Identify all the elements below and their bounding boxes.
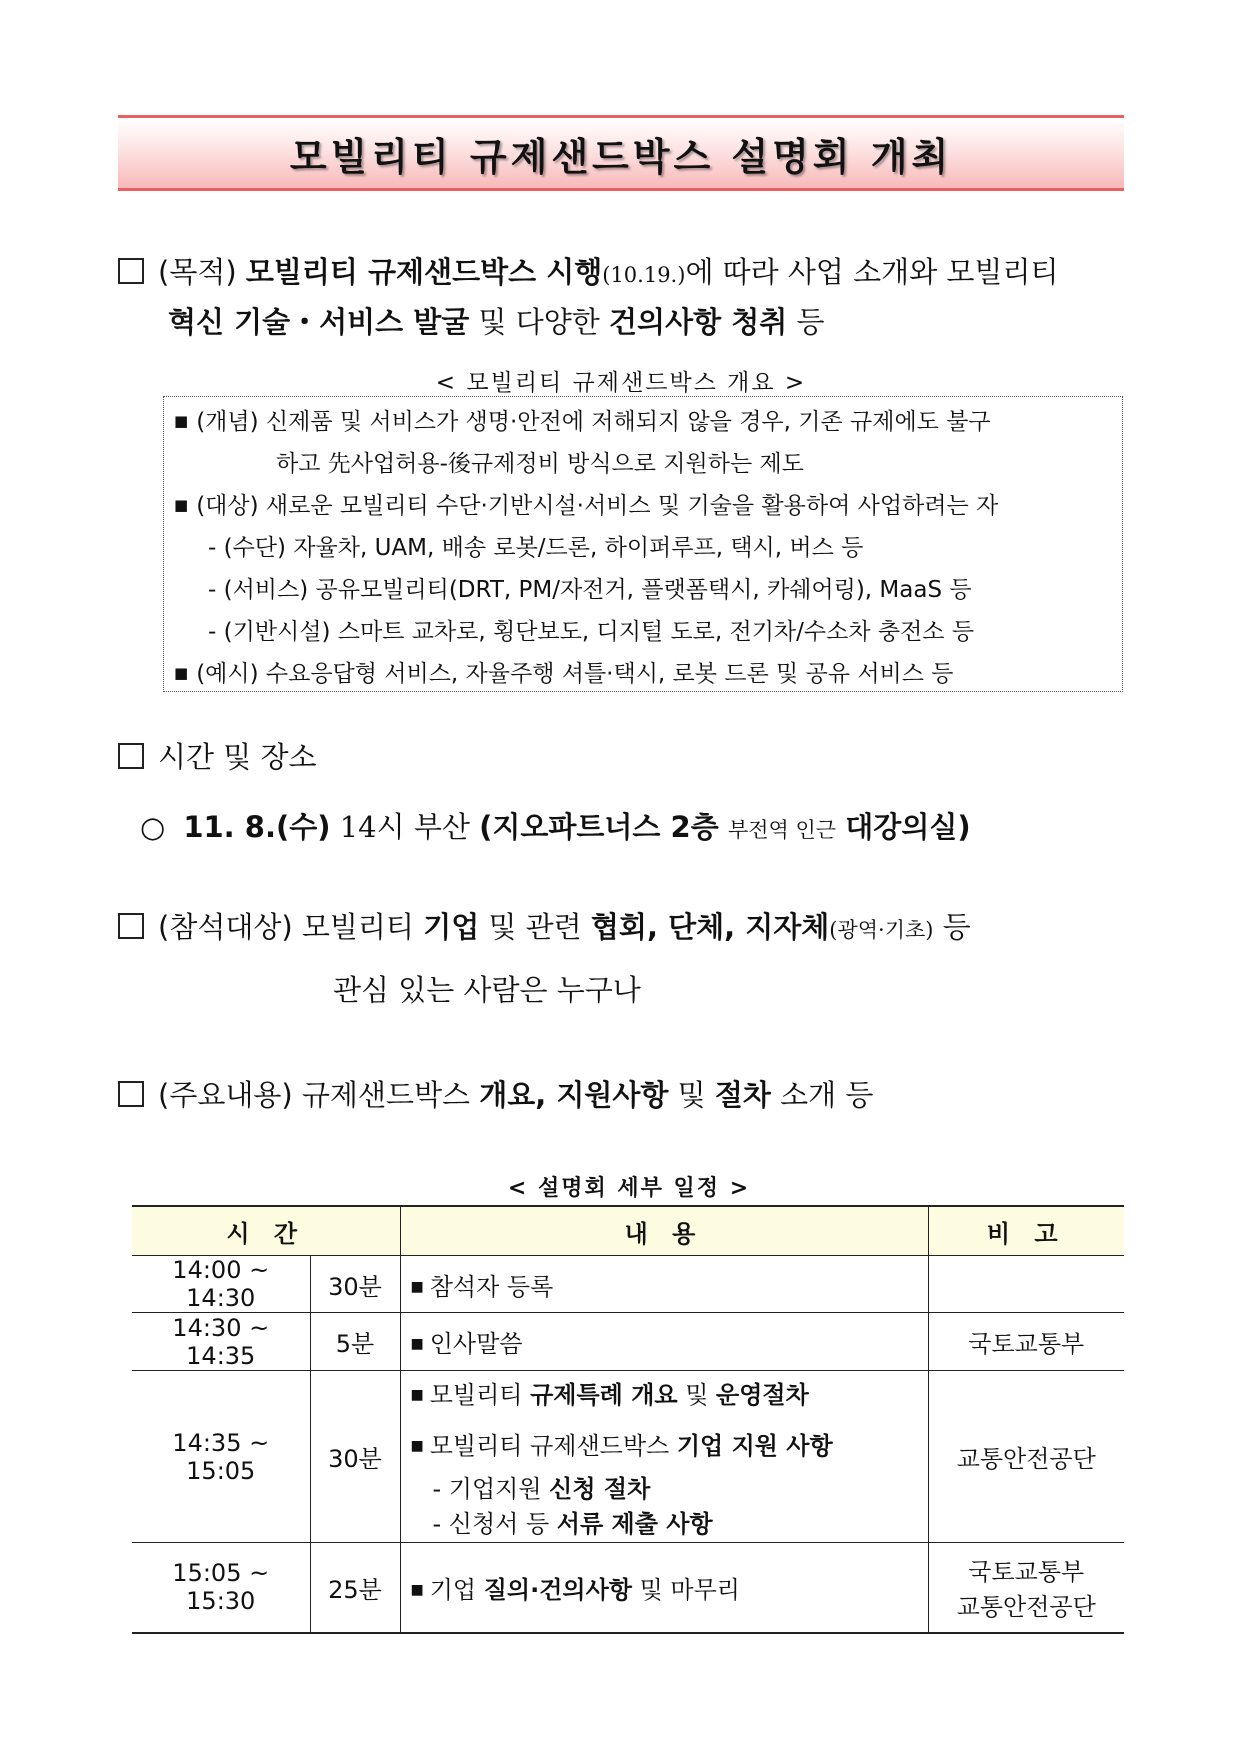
- purpose-label: (목적): [158, 255, 237, 289]
- checkbox-square-icon: [118, 913, 144, 939]
- table-header-row: [132, 1206, 1124, 1256]
- checkbox-square-icon: [118, 258, 144, 284]
- row-time: 14:35 ~ 15:05: [132, 1371, 310, 1543]
- purpose-text-4: 및 다양한: [478, 305, 600, 339]
- overview-target: ■ (대상) 새로운 모빌리티 수단·기반시설·서비스 및 기술을 활용하여 사업하려는 자: [174, 493, 999, 519]
- time-place-heading: 시간 및 장소: [118, 735, 317, 776]
- checkbox-square-icon: [118, 743, 144, 769]
- event-venue: (지오파트너스 2층: [479, 810, 719, 844]
- overview-caption: < 모빌리티 규제샌드박스 개요 >: [435, 370, 807, 396]
- attendees-line-2: 관심 있는 사람은 누구나: [333, 973, 641, 1007]
- row-duration: 5분: [310, 1313, 400, 1371]
- purpose-bold-5: 건의사항 청취: [609, 305, 788, 339]
- page-title: 모빌리티 규제샌드박스 설명회 개최: [289, 134, 953, 179]
- event-time: 14시 부산: [339, 810, 470, 844]
- row-content: ■ 인사말씀: [400, 1313, 928, 1371]
- row-content: ■ 모빌리티 규제특례 개요 및 운영절차 ■ 모빌리티 규제샌드박스 기업 지원 사항 - 기업지원 신청 절차 - 신청서 등 서류 제출 사항: [400, 1371, 928, 1543]
- event-near: 부전역 인근: [727, 818, 837, 842]
- purpose-bold-3: 혁신 기술・서비스 발굴: [168, 305, 470, 339]
- overview-infra: - (기반시설) 스마트 교차로, 횡단보도, 디지털 도로, 전기차/수소차 충전소 등: [208, 619, 975, 645]
- overview-example: ■ (예시) 수요응답형 서비스, 자율주행 셔틀·택시, 로봇 드론 및 공유 서비스 등: [174, 661, 954, 687]
- overview-concept-line-1: ■ (개념) 신제품 및 서비스가 생명·안전에 저해되지 않을 경우, 기존 규제에도 불구: [174, 409, 991, 435]
- title-banner: [118, 115, 1124, 191]
- attendees-line-1: (참석대상) 모빌리티 기업 및 관련 협회, 단체, 지자체(광역·기초) 등: [118, 905, 971, 946]
- schedule-table: [132, 1205, 1124, 1634]
- header-note: 비 고: [928, 1206, 1124, 1256]
- event-room: 대강의실): [845, 810, 971, 844]
- row-note: 국토교통부: [928, 1313, 1124, 1371]
- row-time: 15:05 ~ 15:30: [132, 1543, 310, 1633]
- row-content: ■ 참석자 등록: [400, 1256, 928, 1313]
- purpose-date: (10.19.): [602, 263, 686, 287]
- purpose-bold-1: 모빌리티 규제샌드박스 시행: [245, 255, 603, 289]
- table-row: [132, 1256, 1124, 1313]
- purpose-line-2: [168, 300, 824, 341]
- overview-means: - (수단) 자율차, UAM, 배송 로봇/드론, 하이퍼루프, 택시, 버스 등: [208, 535, 864, 561]
- row-note: 교통안전공단: [928, 1371, 1124, 1543]
- table-row: [132, 1313, 1124, 1371]
- row-note: [928, 1256, 1124, 1313]
- schedule-caption: < 설명회 세부 일정 >: [507, 1176, 751, 1201]
- purpose-text-6: 등: [796, 305, 825, 339]
- header-content: 내 용: [400, 1206, 928, 1256]
- time-place-detail: ○ 11. 8.(수) 14시 부산 (지오파트너스 2층 부전역 인근 대강의실): [140, 810, 971, 844]
- row-duration: 30분: [310, 1371, 400, 1543]
- table-row: [132, 1371, 1124, 1543]
- contents-line: (주요내용) 규제샌드박스 개요, 지원사항 및 절차 소개 등: [118, 1073, 873, 1114]
- event-date: 11. 8.(수): [183, 810, 331, 844]
- checkbox-square-icon: [118, 1081, 144, 1107]
- overview-concept-line-2: 하고 先사업허용-後규제정비 방식으로 지원하는 제도: [276, 451, 804, 477]
- row-time: 14:30 ~ 14:35: [132, 1313, 310, 1371]
- row-duration: 30분: [310, 1256, 400, 1313]
- row-content: ■ 기업 질의·건의사항 및 마무리: [400, 1543, 928, 1633]
- row-time: 14:00 ~ 14:30: [132, 1256, 310, 1313]
- purpose-line-1: [118, 250, 1058, 291]
- table-row: [132, 1543, 1124, 1633]
- row-duration: 25분: [310, 1543, 400, 1633]
- row-note: 국토교통부 교통안전공단: [928, 1543, 1124, 1633]
- header-time: 시 간: [132, 1206, 400, 1256]
- overview-box: [163, 396, 1123, 692]
- purpose-text-2: 에 따라 사업 소개와 모빌리티: [685, 255, 1059, 289]
- overview-service: - (서비스) 공유모빌리티(DRT, PM/자전거, 플랫폼택시, 카쉐어링), MaaS 등: [208, 577, 972, 603]
